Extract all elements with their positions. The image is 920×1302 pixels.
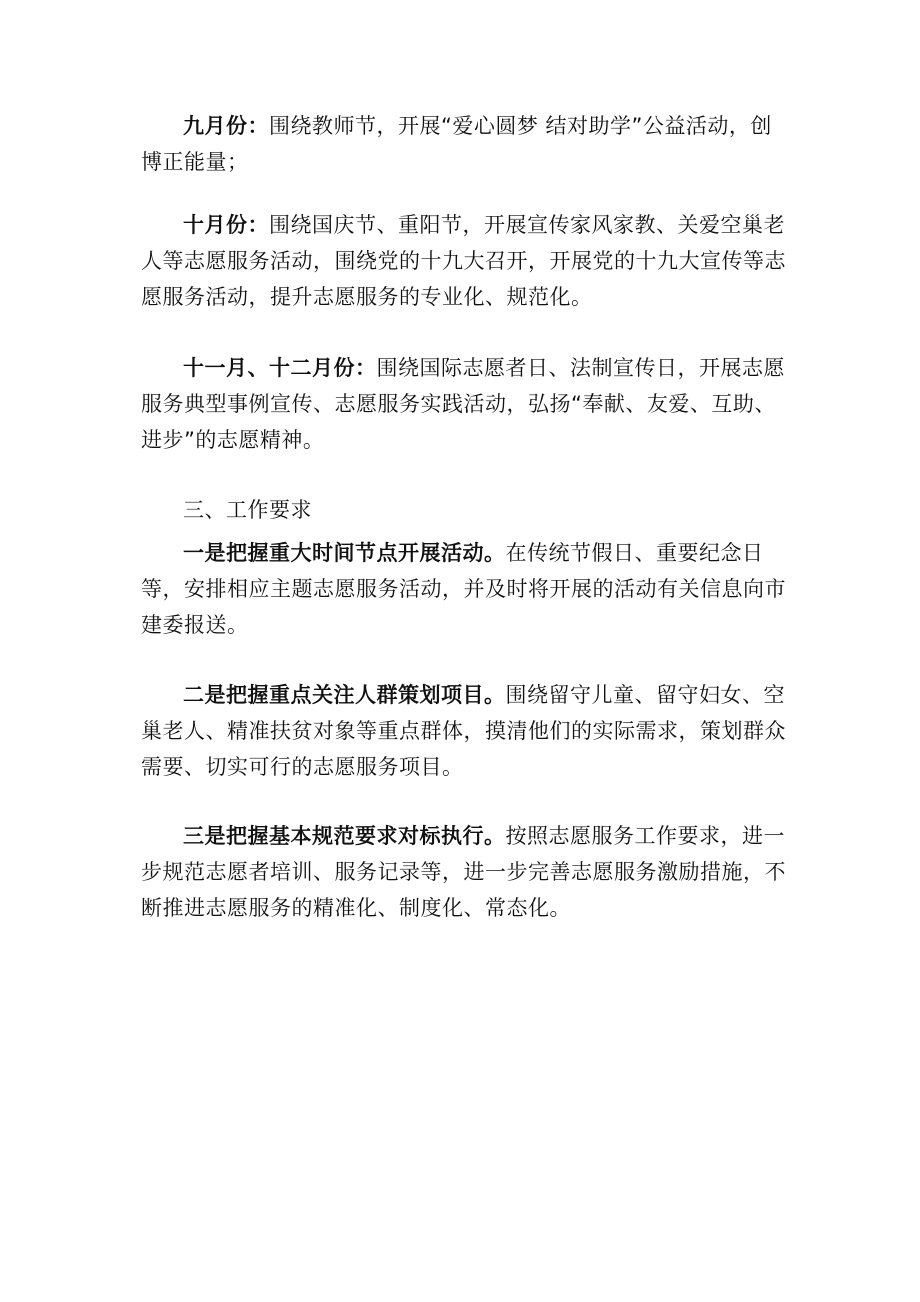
paragraph-text: 围绕国际志愿者日、法制宣传日，开展志愿服务典型事例宣传、志愿服务实践活动，弘扬“奉献、友爱、互助、进步”的志愿精神。 (141, 356, 785, 452)
paragraph-november-december (141, 350, 789, 458)
paragraph-text: 围绕教师节，开展“爱心圆梦 结对助学”公益活动，创博正能量； (141, 114, 772, 174)
paragraph-september (141, 108, 789, 180)
requirement-text: 围绕留守儿童、留守妇女、空巢老人、精准扶贫对象等重点群体，摸清他们的实际需求，策划群众需要、切实可行的志愿服务项目。 (141, 683, 786, 779)
paragraph-lead: 十月份： (183, 213, 269, 237)
requirement-lead: 二是把握重点关注人群策划项目。 (183, 683, 506, 707)
requirement-text: 在传统节假日、重要纪念日等，安排相应主题志愿服务活动，并及时将开展的活动有关信息向市建委报送。 (141, 541, 786, 637)
requirement-lead: 三是把握基本规范要求对标执行。 (183, 824, 506, 848)
paragraph-lead: 九月份： (183, 114, 269, 138)
requirement-three (141, 818, 789, 926)
requirement-one (141, 535, 789, 643)
requirement-text: 按照志愿服务工作要求，进一步规范志愿者培训、服务记录等，进一步完善志愿服务激励措施，不断推进志愿服务的精准化、制度化、常态化。 (141, 824, 786, 920)
paragraph-text: 围绕国庆节、重阳节，开展宣传家风家教、关爱空巢老人等志愿服务活动，围绕党的十九大召开，开展党的十九大宣传等志愿服务活动，提升志愿服务的专业化、规范化。 (141, 213, 786, 309)
paragraph-lead: 十一月、十二月份： (183, 356, 377, 380)
requirement-two (141, 677, 789, 785)
requirement-lead: 一是把握重大时间节点开展活动。 (183, 541, 506, 565)
paragraph-october (141, 207, 789, 315)
section-heading: 三、工作要求 (183, 498, 312, 522)
